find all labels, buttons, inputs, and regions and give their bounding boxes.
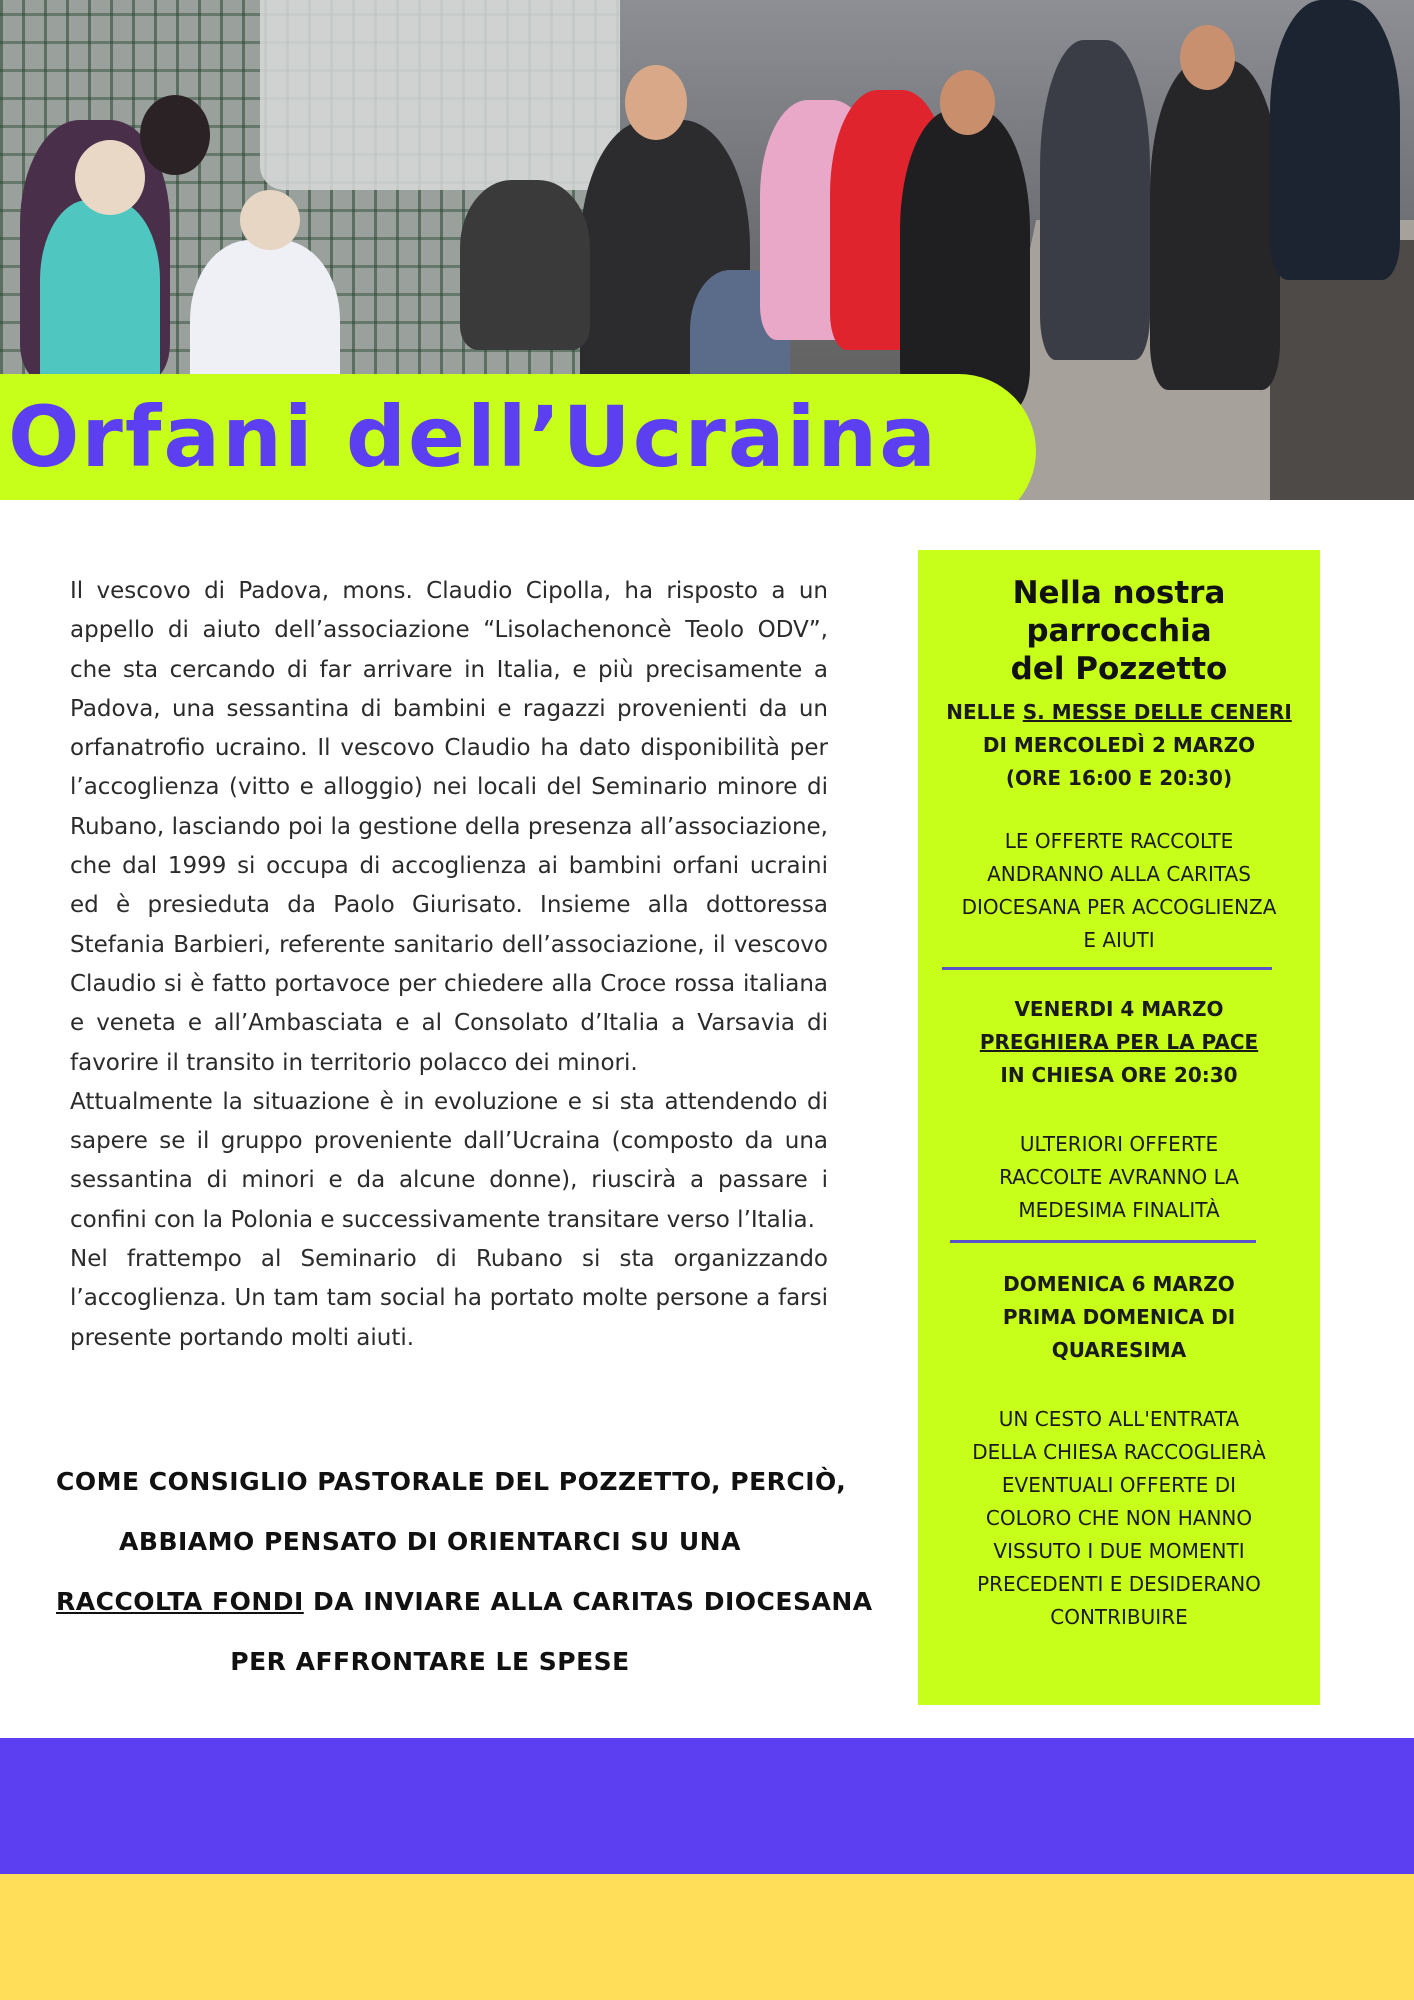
offer-line: CONTRIBUIRE [1050,1605,1188,1629]
child-head [75,140,145,215]
offer-line: RACCOLTE AVRANNO LA [999,1165,1239,1189]
person [1040,40,1150,360]
callout-line: PER AFFRONTARE LE SPESE [230,1647,630,1676]
callout-line: ABBIAMO PENSATO DI ORIENTARCI SU UNA [119,1527,741,1556]
person-head [940,70,995,135]
offer-line: DIOCESANA PER ACCOGLIENZA [961,895,1277,919]
event-prefix: NELLE [946,700,1023,724]
article-paragraph: Il vescovo di Padova, mons. Claudio Cipolla, ha risposto a un appello di aiuto dell’associazione “Lisolachenoncè Teolo ODV”, che sta cercando di far arrivare in Italia, e più precisamente a Padova, una sessantina di bambini e ragazzi provenienti da un orfanatrofio ucraino. Il vescovo Claudio ha dato disponibilità per l’accoglienza (vitto e alloggio) nei locali del Seminario minore di Rubano, lasciando poi la gestione della presenza all’associazione, che dal 1999 si occupa di accoglienza ai bambini orfani ucraini ed è presieduta da Paolo Giurisato. Insieme alla dottoressa Stefania Barbieri, referente sanitario dell’associazione, il vescovo Claudio si è fatto portavoce per chiedere alla Croce rossa italiana e veneta e all’Ambasciata e al Consolato d’Italia a Varsavia di favorire il transito in territorio polacco dei minori. [70,578,828,1076]
fundraising-callout [56,1452,873,1692]
event-line: IN CHIESA ORE 20:30 [1000,1063,1238,1087]
offer-line: COLORO CHE NON HANNO [985,1506,1253,1530]
offer-line: DELLA CHIESA RACCOGLIERÀ [972,1440,1266,1464]
flag-stripe-yellow [0,1874,1414,2000]
event-lent-sunday [918,1268,1320,1367]
event-highlight: S. MESSE DELLE CENERI [1022,700,1292,724]
person [900,110,1030,410]
offer-line: EVENTUALI OFFERTE DI [1001,1473,1237,1497]
event-line: VENERDI 4 MARZO [1014,997,1224,1021]
event-highlight: PREGHIERA PER LA PACE [979,1030,1259,1054]
article-paragraph: Nel frattempo al Seminario di Rubano si sta organizzando l’accoglienza. Un tam tam social ha portato molte persone a farsi presente portando molti aiuti. [70,1246,828,1351]
person [1270,0,1400,280]
person-head [140,95,210,175]
event-ash-wednesday [918,696,1320,795]
child-head [240,190,300,250]
page-title: Orfani dell’Ucraina [8,388,938,486]
callout-highlight: RACCOLTA FONDI [56,1587,304,1616]
offer-line: MEDESIMA FINALITÀ [1018,1198,1220,1222]
offer-note-1 [918,825,1320,957]
sidebar-divider [950,1240,1256,1243]
article-body [70,572,828,1358]
offer-line: E AIUTI [1083,928,1155,952]
event-line [918,696,1320,729]
sidebar-title [918,574,1320,688]
stroller [460,180,590,350]
child [40,200,160,400]
offer-line: VISSUTO I DUE MOMENTI [993,1539,1245,1563]
callout-line-rest: DA INVIARE ALLA CARITAS DIOCESANA [303,1587,873,1616]
sidebar-title-line: del Pozzetto [1010,651,1228,687]
curb [1270,240,1414,528]
event-line: PRIMA DOMENICA DI [1002,1305,1236,1329]
parish-sidebar [918,550,1320,1705]
article-paragraph: Attualmente la situazione è in evoluzione e si sta attendendo di sapere se il gruppo proveniente dall’Ucraina (composto da una sessantina di minori e da alcune donne), riuscirà a passare i confini con la Polonia e successivamente transitare verso l’Italia. [70,1088,828,1233]
person [1150,60,1280,390]
offer-line: ULTERIORI OFFERTE [1019,1132,1219,1156]
offer-line: PRECEDENTI E DESIDERANO [977,1572,1261,1596]
van [260,0,620,190]
callout-line [56,1572,873,1632]
offer-line: LE OFFERTE RACCOLTE [1004,829,1234,853]
event-line: (ORE 16:00 E 20:30) [1005,766,1233,790]
sidebar-title-line: Nella nostra [1012,575,1226,611]
event-line: DOMENICA 6 MARZO [1003,1272,1235,1296]
offer-note-2 [918,1128,1320,1227]
sidebar-divider [942,967,1272,970]
woman-head [625,65,687,140]
person-head [1180,25,1235,90]
event-prayer [918,993,1320,1092]
callout-line: COME CONSIGLIO PASTORALE DEL POZZETTO, PERCIÒ, [56,1467,847,1496]
offer-line: UN CESTO ALL'ENTRATA [998,1407,1240,1431]
event-line: QUARESIMA [1051,1338,1187,1362]
sidebar-title-line: parrocchia [1026,613,1212,649]
offer-line: ANDRANNO ALLA CARITAS [987,862,1251,886]
offer-note-3 [918,1403,1320,1634]
flag-stripe-blue [0,1738,1414,1874]
event-line: DI MERCOLEDÌ 2 MARZO [982,733,1256,757]
title-band-base [0,500,1414,528]
